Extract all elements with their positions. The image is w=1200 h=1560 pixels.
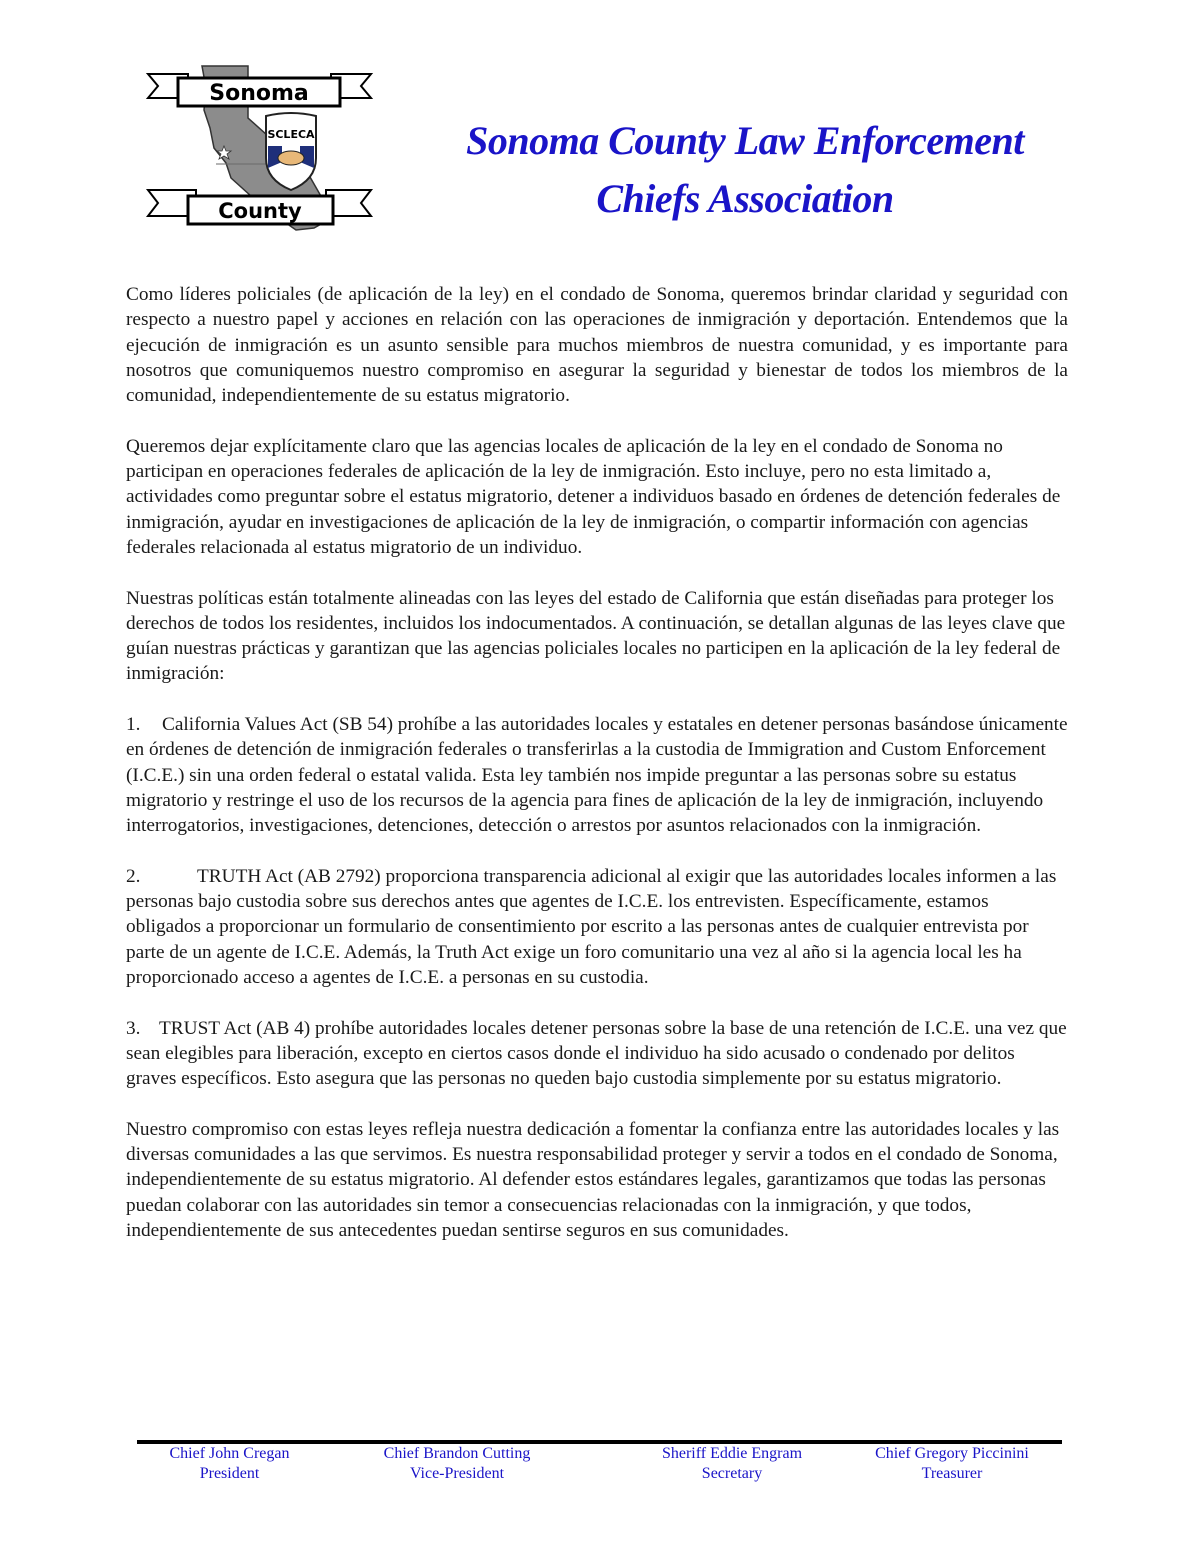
officer-vice-president [357,1444,557,1484]
organization-title [400,112,1090,228]
officer-name: Chief Gregory Piccinini [875,1445,1029,1462]
law-item-ab4 [126,1016,1068,1092]
officer-role: Treasurer [921,1465,983,1482]
officer-name: Chief Brandon Cutting [383,1445,531,1462]
scleca-logo [136,58,381,236]
officer-role: President [199,1465,260,1482]
officers-footer [137,1444,1062,1488]
shield-icon [266,113,316,190]
title-line-2: Chiefs Association [596,176,894,221]
law-text: TRUTH Act (AB 2792) proporciona transparencia adicional al exigir que las autoridades locales informen a las personas bajo custodia sobre sus derechos antes que agentes de I.C.E. los entrevisten. Específicamente, estamos obligados a proporcionar un formulario de consentimiento por escrito a las personas antes de cualquier entrevista por parte de un agente de I.C.E. Además, la Truth Act exige un foro comunitario una vez al año si la agencia local les ha proporcionado acceso a agentes de I.C.E. a personas en su custodia. [126,865,1057,989]
list-number: 2. [126,865,141,887]
officer-secretary [637,1444,827,1484]
officer-name: Chief John Cregan [169,1445,290,1462]
svg-text:Sonoma: Sonoma [209,81,309,106]
intro-paragraph: Como líderes policiales (de aplicación de la ley) en el condado de Sonoma, queremos brindar claridad y seguridad con respecto a nuestro papel y acciones en relación con las operaciones de inmigración y deportación. Entendemos que la ejecución de inmigración es un asunto sensible para muchos miembros de nuestra comunidad, y es importante para nosotros que comuniquemos nuestro compromiso en asegurar la seguridad y bienestar de todos los miembros de la comunidad, independientemente de su estatus migratorio. [126,284,1068,407]
list-number: 1. [126,714,141,736]
bottom-banner [148,190,371,224]
top-banner [148,74,371,106]
closing-paragraph: Nuestro compromiso con estas leyes refleja nuestra dedicación a fomentar la confianza entre las autoridades locales y las diversas comunidades a las que servimos. Es nuestra responsabilidad proteger y servir a todos en el condado de Sonoma, independientemente de su estatus migratorio. Al defender estos estándares legales, garantizamos que todas las personas puedan colaborar con las autoridades sin temor a consecuencias relacionadas con la inmigración, y que todos, independientemente de sus antecedentes puedan sentirse seguros en sus comunidades. [126,1118,1060,1241]
officer-president [137,1444,322,1484]
handshake-icon [278,151,304,165]
law-text: TRUST Act (AB 4) prohíbe autoridades locales detener personas sobre la base de una retención de I.C.E. una vez que sean elegibles para liberación, excepto en ciertos casos donde el individuo ha sido acusado o condenado por delitos graves específicos. Esto asegura que las personas no queden bajo custodia simplemente por su estatus migratorio. [126,1017,1067,1090]
non-participation-paragraph: Queremos dejar explícitamente claro que las agencias locales de aplicación de la ley en el condado de Sonoma no participan en operaciones federales de aplicación de la ley de inmigración. Esto incluye, pero no esta limitado a, actividades como preguntar sobre el estatus migratorio, detener a individuos basado en órdenes de detención federales de inmigración, ayudar en investigaciones de aplicación de la ley de inmigración, o compartir información con agencias federales relacionada al estatus migratorio de un individuo. [126,435,1061,558]
law-text: California Values Act (SB 54) prohíbe a las autoridades locales y estatales en detener personas basándose únicamente en órdenes de detención de inmigración federales o transferirlas a la custodia de Immigration and Custom Enforcement (I.C.E.) sin una orden federal o estatal valida. Esta ley también nos impide preguntar a las personas sobre su estatus migratorio y restringe el uso de los recursos de la agencia para fines de aplicación de la ley de inmigración, incluyendo interrogatorios, investigaciones, detenciones, detección o arrestos por asuntos relacionados con la inmigración. [126,714,1068,837]
letter-body [126,282,1068,1269]
title-line-1: Sonoma County Law Enforcement [466,118,1024,163]
state-laws-paragraph: Nuestras políticas están totalmente alineadas con las leyes del estado de California que están diseñadas para proteger los derechos de todos los residentes, incluidos los indocumentados. A continuación, se detallan algunas de las leyes clave que guían nuestras prácticas y garantizan que las agencias policiales locales no participen en la aplicación de la ley federal de inmigración: [126,587,1066,685]
officer-role: Vice-President [409,1465,505,1482]
officer-treasurer [857,1444,1047,1484]
svg-text:SCLECA: SCLECA [267,128,315,141]
law-item-sb54 [126,712,1068,838]
svg-text:County: County [218,199,302,223]
law-item-ab2792 [126,864,1068,990]
list-number: 3. [126,1017,141,1039]
officer-role: Secretary [701,1465,763,1482]
officer-name: Sheriff Eddie Engram [661,1445,803,1462]
